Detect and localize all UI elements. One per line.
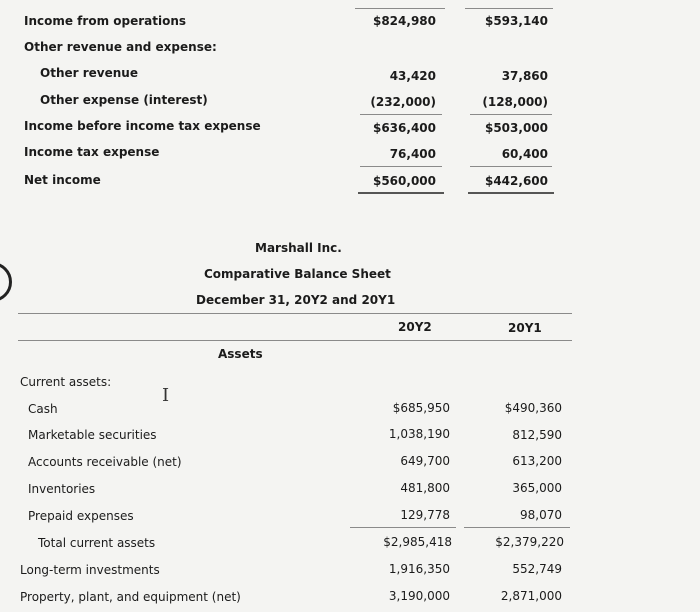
- rule-net-20y1: [470, 166, 552, 167]
- rule-top-20y2: [355, 8, 445, 9]
- value-20y1-long-term-investments: 552,749: [512, 562, 562, 576]
- row-label-cash: Cash: [28, 402, 58, 416]
- value-20y2-cash: $685,950: [392, 401, 450, 415]
- value-20y1-income-tax-expense: 60,400: [501, 147, 548, 161]
- value-20y2-net-income: $560,000: [372, 174, 436, 188]
- double-rule-net-20y2: [358, 192, 444, 194]
- value-20y2-long-term-investments: 1,916,350: [388, 562, 450, 576]
- value-20y2-total-current-assets: $2,985,418: [383, 535, 452, 549]
- current-assets-label: Current assets:: [20, 375, 112, 389]
- statement-date: December 31, 20Y2 and 20Y1: [196, 293, 396, 307]
- company-name: Marshall Inc.: [255, 241, 342, 255]
- rule-net-20y2: [360, 166, 442, 167]
- row-label-net-income: Net income: [24, 173, 101, 187]
- row-label-marketable-securities: Marketable securities: [28, 428, 157, 442]
- row-label-income-before-tax: Income before income tax expense: [24, 119, 261, 133]
- row-label-total-current-assets: Total current assets: [38, 536, 156, 550]
- value-20y1-income-before-tax: $503,000: [484, 121, 548, 135]
- value-20y1-income-from-operations: $593,140: [484, 14, 548, 28]
- circle-shape-icon: [0, 262, 12, 302]
- value-20y2-inventories: 481,800: [400, 481, 450, 495]
- rule-subtotal-20y1: [470, 114, 552, 115]
- value-20y2-income-from-operations: $824,980: [372, 14, 436, 28]
- column-header-20y2: 20Y2: [398, 320, 432, 334]
- value-20y2-income-tax-expense: 76,400: [389, 147, 436, 161]
- value-20y2-accounts-receivable: 649,700: [400, 454, 450, 468]
- value-20y1-marketable-securities: 812,590: [512, 428, 562, 442]
- row-label-property-plant-equipment: Property, plant, and equipment (net): [20, 590, 241, 604]
- value-20y1-inventories: 365,000: [512, 481, 562, 495]
- rule-total-current-20y2: [350, 527, 456, 528]
- value-20y1-total-current-assets: $2,379,220: [495, 535, 564, 549]
- double-rule-net-20y1: [468, 192, 554, 194]
- value-20y2-income-before-tax: $636,400: [372, 121, 436, 135]
- value-20y2-property-plant-equipment: 3,190,000: [388, 589, 450, 603]
- value-20y1-other-revenue: 37,860: [501, 69, 548, 83]
- rule-top-20y1: [465, 8, 553, 9]
- rule-subtotal-20y2: [360, 114, 442, 115]
- header-rule-bottom: [18, 340, 572, 341]
- column-header-20y1: 20Y1: [508, 321, 542, 335]
- row-label-other-revenue-and-expense: Other revenue and expense:: [24, 40, 217, 54]
- section-heading-assets: Assets: [218, 347, 263, 361]
- text-cursor-icon: I: [162, 385, 170, 406]
- value-20y2-other-expense: (232,000): [370, 95, 436, 109]
- value-20y2-marketable-securities: 1,038,190: [388, 427, 450, 441]
- row-label-income-from-operations: Income from operations: [24, 14, 187, 28]
- row-label-prepaid-expenses: Prepaid expenses: [28, 509, 134, 523]
- value-20y1-cash: $490,360: [504, 401, 562, 415]
- row-label-accounts-receivable: Accounts receivable (net): [28, 455, 182, 469]
- header-rule-top: [18, 313, 572, 314]
- row-label-other-expense: Other expense (interest): [40, 93, 208, 107]
- row-label-inventories: Inventories: [28, 482, 96, 496]
- row-label-income-tax-expense: Income tax expense: [24, 145, 160, 159]
- value-20y2-other-revenue: 43,420: [389, 69, 436, 83]
- row-label-other-revenue: Other revenue: [40, 66, 138, 80]
- value-20y2-prepaid-expenses: 129,778: [400, 508, 450, 522]
- statement-title: Comparative Balance Sheet: [204, 267, 391, 281]
- rule-total-current-20y1: [464, 527, 570, 528]
- value-20y1-other-expense: (128,000): [482, 95, 548, 109]
- value-20y1-accounts-receivable: 613,200: [512, 454, 562, 468]
- value-20y1-net-income: $442,600: [484, 174, 548, 188]
- row-label-long-term-investments: Long-term investments: [20, 563, 160, 577]
- value-20y1-property-plant-equipment: 2,871,000: [500, 589, 562, 603]
- value-20y1-prepaid-expenses: 98,070: [520, 508, 562, 522]
